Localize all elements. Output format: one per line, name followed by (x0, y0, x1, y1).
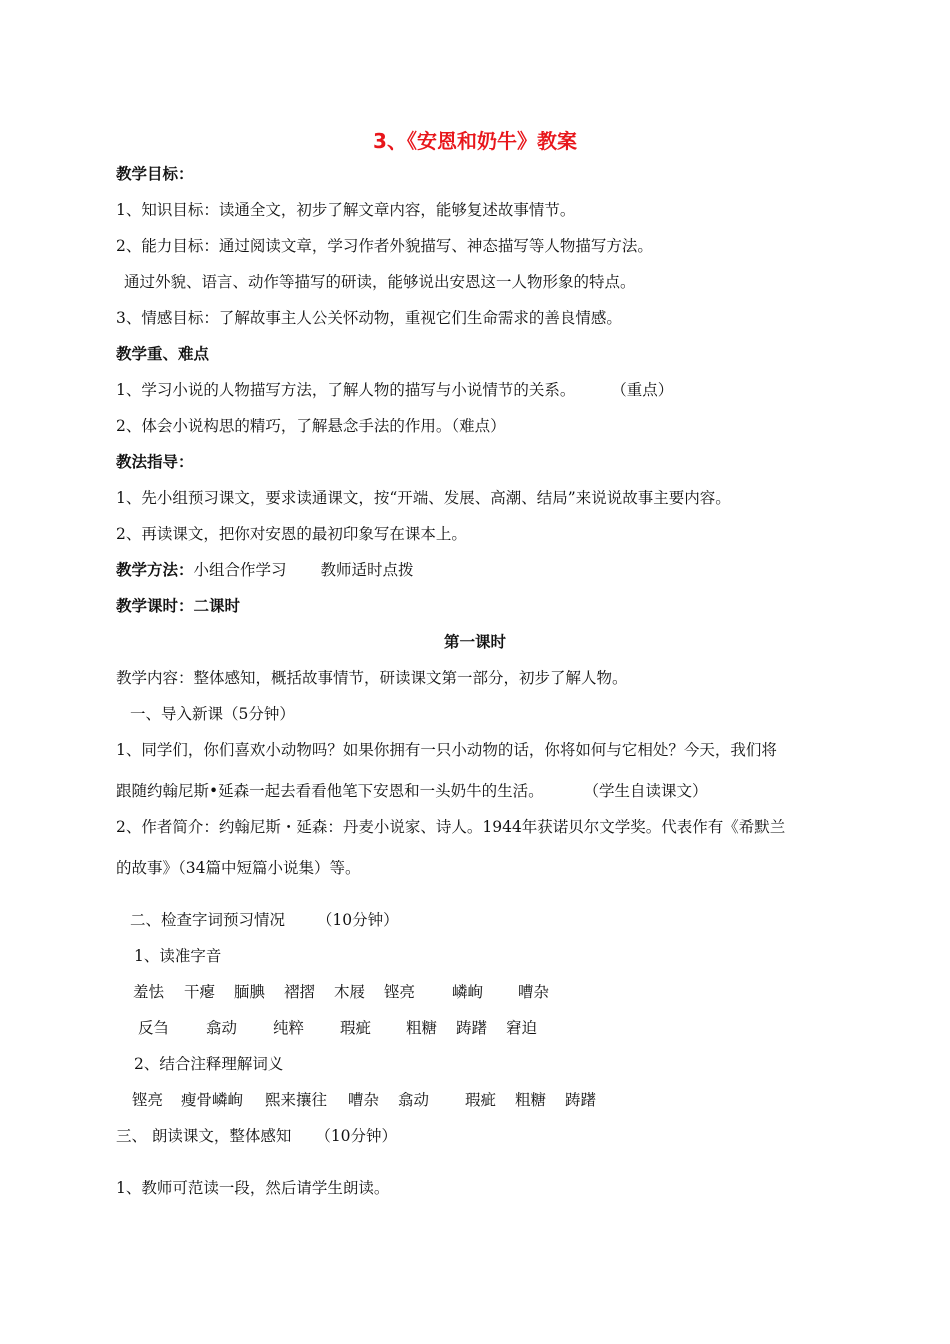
vocab-heading-text: 二、检查字词预习情况 (130, 911, 286, 929)
key-point-text: 1、学习小说的人物描写方法，了解人物的描写与小说情节的关系。 (116, 381, 576, 399)
word: 嶙峋 (452, 983, 484, 1001)
word: 腼腆 (234, 983, 266, 1001)
word: 羞怯 (133, 983, 165, 1001)
word: 翕动 (398, 1091, 430, 1109)
word: 木屐 (334, 983, 366, 1001)
method-label: 教学方法： (116, 560, 194, 579)
word: 嘈杂 (348, 1091, 380, 1109)
guidance-item-1: 1、先小组预习课文，要求读通课文，按“开端、发展、高潮、结局”来说说故事主要内容。 (116, 489, 731, 507)
method-value-2: 教师适时点拨 (320, 561, 414, 579)
word: 褶摺 (284, 983, 316, 1001)
intro-line-1: 1、同学们，你们喜欢小动物吗？如果你拥有一只小动物的话，你将如何与它相处？今天，我们将 (116, 741, 777, 759)
lesson1-content: 教学内容：整体感知，概括故事情节，研读课文第一部分，初步了解人物。 (116, 669, 628, 687)
key-points-heading: 教学重、难点 (116, 344, 210, 363)
objectives-heading: 教学目标： (116, 164, 194, 183)
document-title: 3、《安恩和奶牛》教案 (373, 129, 577, 153)
intro-line-2-text: 跟随约翰尼斯•延森一起去看看他笔下安恩和一头奶牛的生活。 (116, 782, 544, 800)
teaching-hours: 教学课时：二课时 (116, 596, 241, 615)
word: 窘迫 (506, 1019, 538, 1037)
author-line-2: 的故事》（34篇中短篇小说集）等。 (116, 859, 361, 877)
objective-knowledge: 1、知识目标：读通全文，初步了解文章内容，能够复述故事情节。 (116, 201, 576, 219)
word: 铿亮 (384, 983, 416, 1001)
key-point-item (116, 380, 673, 400)
intro-line-2 (116, 781, 708, 801)
word: 瑕疵 (340, 1019, 372, 1037)
vocab-time: （10分钟） (316, 911, 399, 929)
author-line-1: 2、作者简介：约翰尼斯・延森：丹麦小说家、诗人。1944年获诺贝尔文学奖。代表作有《希默兰 (116, 818, 786, 836)
read-heading (116, 1126, 397, 1146)
objective-ability-detail: 通过外貌、语言、动作等描写的研读，能够说出安恩这一人物形象的特点。 (124, 273, 636, 291)
key-point-tag: （重点） (611, 381, 674, 399)
read-item-1: 1、教师可范读一段，然后请学生朗读。 (116, 1179, 390, 1197)
lesson1-heading: 第一课时 (443, 632, 506, 651)
vocab-heading (130, 910, 399, 930)
word: 铿亮 (132, 1091, 164, 1109)
word: 纯粹 (273, 1019, 305, 1037)
objective-emotion: 3、情感目标：了解故事主人公关怀动物，重视它们生命需求的善良情感。 (116, 309, 622, 327)
teaching-method (116, 560, 414, 580)
word: 干瘪 (184, 983, 216, 1001)
read-heading-text: 三、 朗读课文，整体感知 (116, 1127, 292, 1145)
word: 嘈杂 (518, 983, 550, 1001)
read-time: （10分钟） (315, 1127, 398, 1145)
word: 踌躇 (565, 1091, 597, 1109)
word: 瑕疵 (465, 1091, 497, 1109)
word: 翕动 (206, 1019, 238, 1037)
word: 瘦骨嶙峋 (181, 1091, 244, 1109)
meaning-heading: 2、结合注释理解词义 (134, 1055, 284, 1073)
guidance-item-2: 2、再读课文，把你对安恩的最初印象写在课本上。 (116, 525, 467, 543)
intro-heading: 一、导入新课（5分钟） (130, 705, 295, 723)
difficult-point-item: 2、体会小说构思的精巧，了解悬念手法的作用。（难点） (116, 417, 506, 435)
guidance-heading: 教法指导： (116, 452, 194, 471)
objective-ability: 2、能力目标：通过阅读文章，学习作者外貌描写、神态描写等人物描写方法。 (116, 237, 653, 255)
word: 反刍 (138, 1019, 170, 1037)
word: 熙来攘往 (265, 1091, 328, 1109)
word: 粗糖 (515, 1091, 547, 1109)
method-value-1: 小组合作学习 (193, 561, 287, 579)
word: 粗糖 (406, 1019, 438, 1037)
intro-tag: （学生自读课文） (583, 782, 708, 800)
pronounce-heading: 1、读准字音 (134, 947, 222, 965)
word: 踌躇 (456, 1019, 488, 1037)
